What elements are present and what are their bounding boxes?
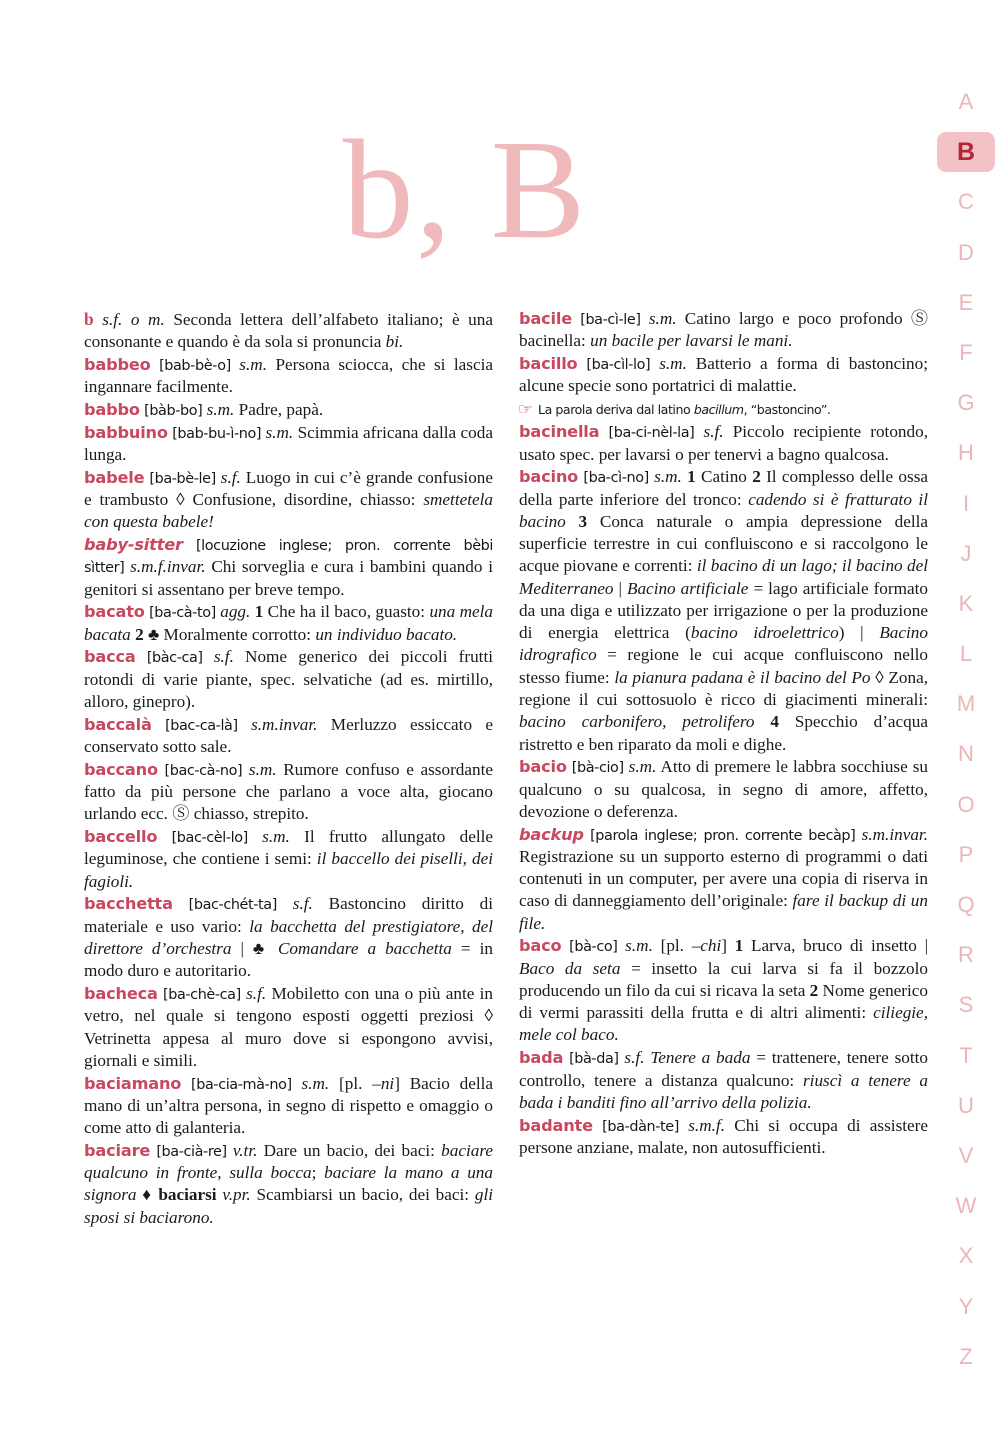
entry-syllabification: [parola inglese; pron. corrente becàp] (590, 827, 856, 844)
entry-syllabification: [ba-cì-le] (580, 312, 641, 328)
alpha-index-y[interactable]: Y (958, 1293, 974, 1319)
entry-headword[interactable]: bacile (519, 309, 572, 328)
entry-headword[interactable]: bacheca (84, 983, 158, 1003)
dictionary-entry (84, 467, 493, 534)
entry-grammar-label: s.m.f. (688, 1115, 725, 1135)
entry-grammar-label: s.f. (220, 467, 241, 487)
entry-headword[interactable]: baccalà (84, 714, 152, 734)
entry-headword[interactable]: baco (519, 936, 562, 956)
entry-syllabification: [bab-bè-o] (159, 358, 231, 375)
dictionary-entry (519, 935, 928, 1046)
dictionary-entry (84, 826, 493, 893)
entry-syllabification: [bac-chét-ta] (188, 897, 277, 914)
column-right (519, 308, 928, 1393)
alpha-index-b[interactable]: B (937, 132, 995, 172)
entry-headword[interactable]: bacchetta (84, 894, 173, 914)
entry-headword[interactable]: babbo (84, 400, 140, 420)
entry-headword[interactable]: backup (519, 824, 584, 844)
alpha-index-t[interactable]: T (959, 1042, 973, 1068)
entry-grammar-label: s.m. (301, 1073, 330, 1093)
entry-headword[interactable]: babbeo (84, 355, 151, 375)
alpha-index-j[interactable]: J (960, 540, 972, 566)
alpha-index-d[interactable]: D (958, 239, 974, 265)
entry-headword[interactable]: bacca (84, 647, 136, 667)
entry-definition: Bastoncino diritto di materiale e uso vario: la bacchetta del prestigiatore, del direttore d’orchestra | ♣ Comandare a bacchetta = in modo duro e autoritario. (84, 894, 494, 981)
alpha-index-r[interactable]: R (958, 942, 974, 968)
entry-headword[interactable]: baccello (84, 827, 158, 847)
dictionary-entry (84, 601, 493, 646)
entry-grammar-label: s.f. (246, 983, 267, 1003)
entry-syllabification: [bà-co] (569, 939, 618, 956)
entry-syllabification: [ba-chè-ca] (163, 986, 241, 1003)
entry-headword[interactable]: baby-sitter (84, 535, 183, 555)
dictionary-entry (84, 1140, 493, 1229)
entry-definition: Rumore confuso e assordante fatto da più persone che parlano a voce alta, giocano urlando ecc. Ⓢ chiasso, strepito. (84, 759, 494, 824)
entry-definition: Persona sciocca, che si lascia ingannare facilmente. (84, 355, 494, 397)
dictionary-entry (519, 1047, 928, 1114)
dictionary-entry (84, 422, 493, 467)
alpha-index-h[interactable]: H (958, 440, 974, 466)
entry-syllabification: [bac-cà-no] (164, 762, 243, 779)
entry-definition: [pl. –ni] Bacio della mano di un’altra persona, in segno di rispetto e omaggio o come atto di galanteria. (84, 1073, 494, 1138)
entry-grammar-label: s.m. (648, 309, 677, 328)
alpha-index-i[interactable]: I (962, 490, 970, 516)
entry-definition: Dare un bacio, dei baci: baciare qualcuno in fronte, sulla bocca; baciare la mano a una signora ♦ baciarsi v.pr. Scambiarsi un bacio, dei baci: gli sposi si baciarono. (84, 1140, 494, 1227)
entry-definition: Padre, papà. (238, 400, 324, 420)
entry-syllabification: [ba-dàn-te] (602, 1118, 679, 1135)
entry-definition: Scimmia africana dalla coda lunga. (84, 422, 494, 465)
entry-syllabification: [ba-cia-mà-no] (191, 1076, 292, 1093)
entry-definition: Piccolo recipiente rotondo, usato spec. per lavarsi o per tenervi a bagno qualcosa. (519, 422, 929, 464)
alpha-index-c[interactable]: C (958, 189, 974, 215)
entry-grammar-label: s.m. (659, 354, 687, 374)
entry-syllabification: [ba-bè-le] (149, 470, 216, 487)
dictionary-entry (84, 983, 493, 1072)
entry-definition: Atto di premere le labbra socchiuse su qualcuno o su qualcosa, in segno di amore, affetto, devozione o deferenza. (519, 757, 929, 821)
entry-headword[interactable]: bacio (519, 757, 567, 777)
entry-grammar-label: agg. (220, 602, 251, 622)
alpha-index-e[interactable]: E (958, 289, 974, 315)
entry-syllabification: [bà-da] (569, 1051, 619, 1068)
dictionary-columns (84, 308, 929, 1393)
dictionary-entry (84, 308, 493, 354)
alpha-index-g[interactable]: G (957, 390, 975, 416)
entry-definition: Merluzzo essiccato e conservato sotto sale. (84, 714, 494, 757)
dictionary-entry (519, 308, 928, 353)
dictionary-entry (519, 1115, 928, 1160)
entry-definition: Tenere a bada = trattenere, tenere sotto controllo, tenere a distanza qualcuno: riuscì a tenere a bada i banditi fino all’arrivo della polizia. (519, 1048, 929, 1112)
dictionary-entry (84, 893, 493, 982)
entry-syllabification: [ba-ci-nèl-la] (608, 425, 695, 442)
entry-definition: Registrazione su un supporto esterno di programmi o dati contenuti in un computer, per avere una copia di riserva in caso di danneggiamento dell’originale: fare il backup di un file. (519, 846, 928, 933)
alpha-index-f[interactable]: F (959, 339, 973, 365)
entry-definition: Il frutto allungato delle leguminose, che contiene i semi: il baccello dei piselli, dei fagioli. (84, 827, 494, 891)
entry-definition: 1 Catino 2 Il complesso delle ossa della parte inferiore del tronco: cadendo si è fratturato il bacino 3 Conca naturale o ampia depressione della superficie terrestre in cui confluiscono e si raccolgono le acque piovane e correnti: il bacino di un lago; il bacino del Mediterraneo | Bacino artificiale = lago artificiale formato da una diga e utilizzato per irrigazione o per la produzione di energia elettrica (bacino idroelettrico) | Bacino idrografico = regione le cui acque confluiscono nello stesso fiume: la pianura padana è il bacino del Po ◊ Zona, regione il cui sottosuolo è ricco di giacimenti minerali: bacino carbonifero, petrolifero 4 Specchio d’acqua ristretto e ben riparato da moli e dighe. (519, 467, 929, 754)
entry-syllabification: [bàc-ca] (146, 650, 203, 667)
entry-headword[interactable]: badante (519, 1115, 593, 1135)
dictionary-entry (519, 421, 928, 466)
entry-definition: Chi si occupa di assistere persone anziane, malate, non autosufficienti. (519, 1115, 929, 1157)
entry-definition: 1 Che ha il baco, guasto: una mela bacata 2 ♣ Moralmente corrotto: un individuo bacato. (84, 602, 494, 644)
dictionary-entry (84, 1073, 493, 1140)
entry-grammar-label: s.m. (625, 936, 653, 956)
entry-definition: Batterio a forma di bastoncino; alcune specie sono portatrici di malattie. (519, 354, 929, 396)
alpha-index-a[interactable]: A (958, 89, 974, 114)
entry-headword[interactable]: bacato (84, 602, 145, 622)
etymology-note (519, 400, 928, 419)
entry-syllabification: [bac-ca-là] (165, 717, 238, 734)
dictionary-entry (84, 534, 493, 601)
entry-grammar-label: s.f. (703, 422, 724, 442)
column-left (84, 308, 493, 1393)
dictionary-entry (519, 466, 928, 755)
entry-grammar-label: s.m.invar. (251, 714, 318, 734)
alpha-index-x[interactable]: X (958, 1243, 974, 1269)
page-title: b, B (342, 110, 588, 268)
dictionary-entry (519, 353, 928, 398)
alpha-index-k[interactable]: K (958, 590, 974, 616)
entry-syllabification: [bac-cèl-lo] (171, 830, 248, 847)
entry-grammar-label: s.m. (262, 827, 290, 847)
alpha-index-p[interactable]: P (958, 841, 974, 867)
entry-grammar-label: s.m. (265, 422, 294, 442)
dictionary-entry (519, 756, 928, 823)
entry-syllabification: [bab-bu-ì-no] (172, 425, 262, 442)
entry-headword[interactable]: babele (84, 467, 145, 487)
entry-grammar-label: s.m. (206, 400, 235, 420)
entry-headword[interactable]: bacinella (519, 422, 600, 442)
entry-grammar-label: s.m. (248, 759, 277, 779)
entry-definition: Nome generico dei piccoli frutti rotondi di varie piante, spec. selvatiche (ad es. mirtillo, alloro, ginepro). (84, 647, 494, 712)
alpha-index-v[interactable]: V (958, 1142, 974, 1168)
entry-grammar-label: s.m. (654, 467, 682, 487)
etymology-note-text: La parola deriva dal latino bacillum, “bastoncino”. (538, 401, 831, 417)
alphabet-index-rail[interactable] (932, 82, 1000, 1377)
entry-definition: Luogo in cui c’è grande confusione e trambusto ◊ Confusione, disordine, chiasso: smettetela con questa babele! (84, 467, 494, 532)
alpha-index-s[interactable]: S (958, 992, 974, 1018)
entry-definition: [pl. –chi] 1 Larva, bruco di insetto | Baco da seta = insetto la cui larva si fa il bozzolo producendo un filo da cui si ricava la seta 2 Nome generico di vermi parassiti della frutta e di altri alimenti: ciliegie, mele col baco. (519, 936, 929, 1045)
alpha-index-m[interactable]: M (956, 691, 976, 717)
entry-headword[interactable]: b (84, 309, 94, 329)
alpha-index-q[interactable]: Q (957, 892, 975, 917)
entry-definition: Catino largo e poco profondo Ⓢ bacinella: un bacile per lavarsi le mani. (519, 309, 929, 351)
entry-headword[interactable]: bacino (519, 467, 579, 487)
entry-grammar-label: s.m. (628, 757, 657, 777)
alpha-index-z[interactable]: Z (959, 1343, 973, 1369)
alpha-index-u[interactable]: U (958, 1092, 974, 1118)
entry-definition: Mobiletto con una o più ante in vetro, nel quale si tengono esposti oggetti preziosi ◊ Vetrinetta appesa al muro dove si espongono avvisi, giornali e simili. (84, 983, 494, 1070)
alpha-index-l[interactable]: L (959, 641, 973, 667)
entry-grammar-label: s.f. (213, 647, 234, 667)
dictionary-entry (84, 714, 493, 759)
entry-syllabification: [ba-cìl-lo] (586, 357, 651, 374)
entry-grammar-label: s.f. (624, 1048, 645, 1068)
entry-grammar-label: v.tr. (232, 1140, 258, 1160)
entry-headword[interactable]: babbuino (84, 422, 168, 442)
entry-syllabification: [bàb-bo] (144, 403, 203, 420)
entry-grammar-label: s.m.f.invar. (130, 557, 206, 577)
entry-headword[interactable]: bada (519, 1048, 564, 1068)
entry-definition: Seconda lettera dell’alfabeto italiano; è una consonante e quando è da sola si pronuncia bi. (84, 310, 493, 352)
alpha-index-n[interactable]: N (958, 741, 974, 767)
dictionary-entry (84, 646, 493, 713)
alpha-index-w[interactable]: W (955, 1193, 977, 1219)
entry-headword[interactable]: baciare (84, 1140, 151, 1160)
entry-headword[interactable]: bacillo (519, 354, 578, 374)
entry-syllabification: [ba-cà-to] (149, 605, 216, 622)
dictionary-entry (84, 759, 493, 826)
entry-headword[interactable]: baciamano (84, 1073, 182, 1093)
entry-grammar-label: s.m. (239, 355, 267, 375)
dictionary-entry (519, 824, 928, 935)
dictionary-entry (84, 354, 493, 399)
entry-syllabification: [locuzione inglese; pron. corrente bèbi sìtter] (84, 538, 494, 577)
entry-definition: Chi sorveglia e cura i bambini quando i genitori si assentano per breve tempo. (84, 557, 494, 599)
entry-grammar-label: s.m.invar. (861, 824, 929, 844)
entry-syllabification: [ba-cì-no] (583, 470, 649, 487)
entry-grammar-label: s.f. (292, 894, 313, 914)
alpha-index-o[interactable]: O (957, 791, 975, 817)
pointing-hand-icon: ☞ (517, 399, 533, 418)
entry-syllabification: [ba-cià-re] (156, 1143, 227, 1160)
entry-grammar-label: s.f. o m. (102, 310, 165, 329)
entry-headword[interactable]: baccano (84, 759, 158, 779)
entry-syllabification: [bà-cio] (571, 760, 624, 777)
dictionary-entry (84, 399, 493, 421)
